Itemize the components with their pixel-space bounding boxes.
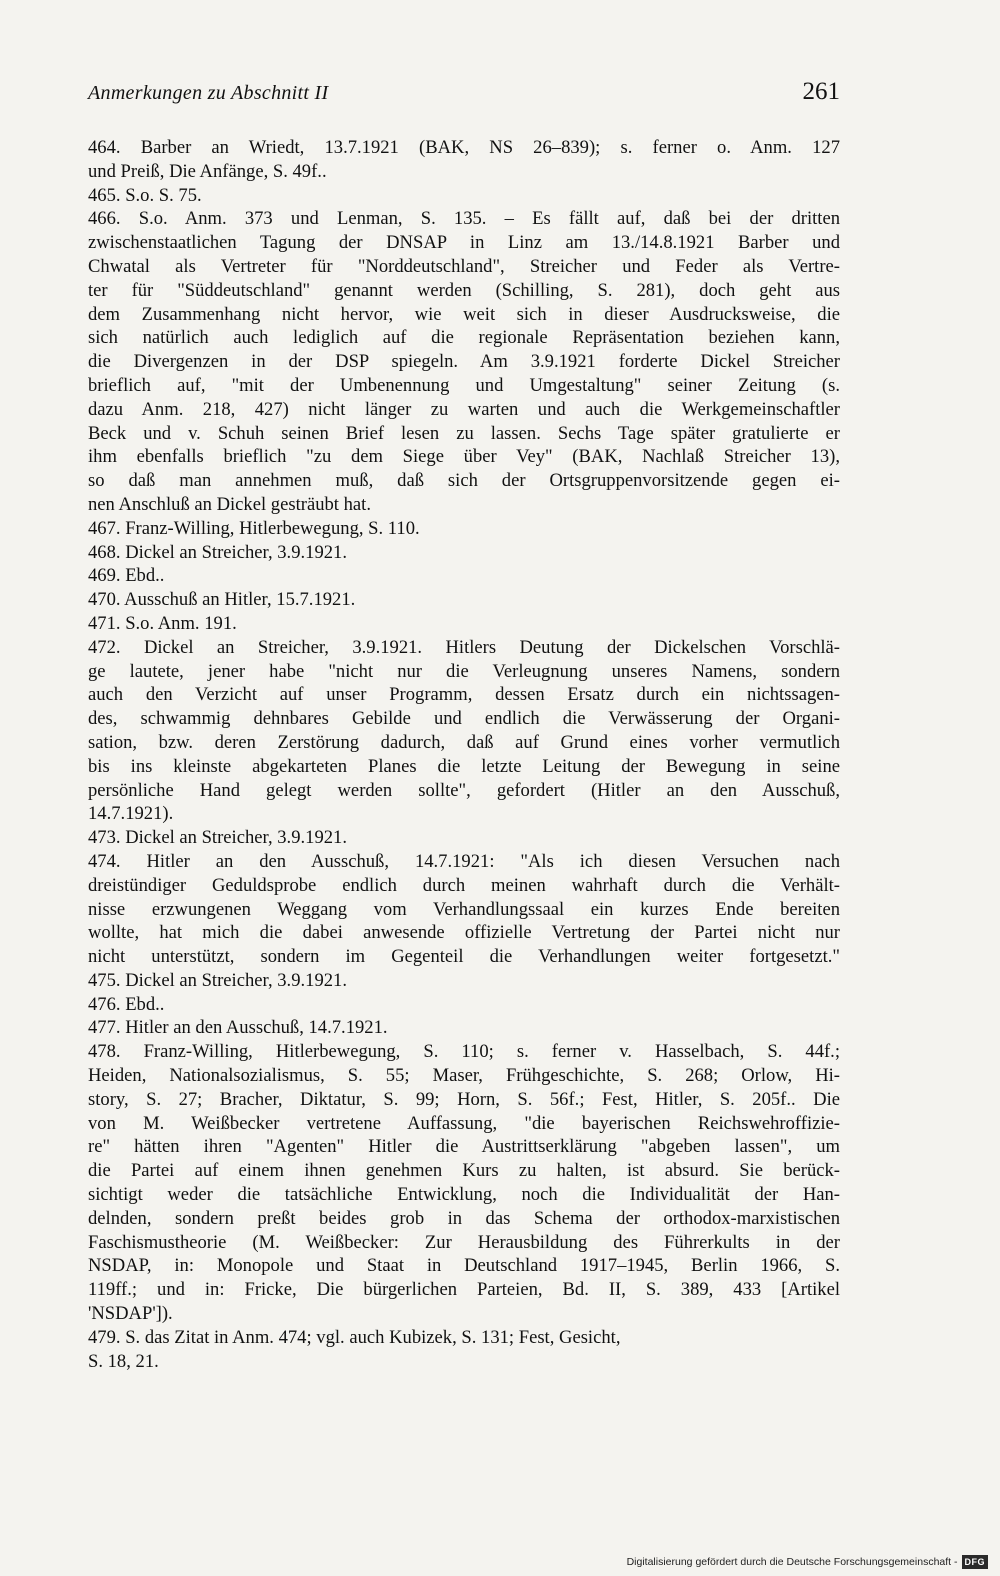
text-line: nisse erzwungenen Weggang vom Verhandlungssaal ein kurzes Ende bereiten bbox=[88, 898, 840, 920]
text-line: 470. Ausschuß an Hitler, 15.7.1921. bbox=[88, 589, 356, 611]
page-number: 261 bbox=[802, 78, 840, 105]
text-line: ter für "Süddeutschland" genannt werden (Schilling, S. 281), doch geht aus bbox=[88, 279, 840, 301]
text-line: delnden, sondern preßt beides grob in das Schema der orthodox-marxistischen bbox=[88, 1207, 840, 1229]
text-line: 476. Ebd.. bbox=[88, 993, 165, 1015]
text-line: von M. Weißbecker vertretene Auffassung, "die bayerischen Reichswehroffizie- bbox=[88, 1112, 840, 1134]
text-line: story, S. 27; Bracher, Diktatur, S. 99; Horn, S. 56f.; Fest, Hitler, S. 205f.. Die bbox=[88, 1088, 840, 1110]
text-line: 464. Barber an Wriedt, 13.7.1921 (BAK, NS 26–839); s. ferner o. Anm. 127 bbox=[88, 137, 840, 158]
text-line: sichtigt weder die tatsächliche Entwicklung, noch die Individualität der Han- bbox=[88, 1184, 840, 1206]
text-line: ge lautete, jener habe "nicht nur die Verleugnung unseres Namens, sondern bbox=[88, 660, 840, 682]
text-line: auch den Verzicht auf unser Programm, dessen Ersatz durch ein nichtssagen- bbox=[88, 684, 840, 706]
text-line: nen Anschluß an Dickel gesträubt hat. bbox=[88, 493, 371, 515]
text-line: 119ff.; und in: Fricke, Die bürgerlichen Parteien, Bd. II, S. 389, 433 [Artikel bbox=[88, 1279, 840, 1301]
text-line: brieflich auf, "mit der Umbenennung und Umgestaltung" seiner Zeitung (s. bbox=[88, 374, 840, 396]
text-line: S. 18, 21. bbox=[88, 1350, 159, 1372]
text-line: persönliche Hand gelegt werden sollte", gefordert (Hitler an den Ausschuß, bbox=[88, 779, 840, 801]
text-line: 468. Dickel an Streicher, 3.9.1921. bbox=[88, 541, 347, 563]
text-line: sich natürlich auch lediglich auf die regionale Repräsentation beziehen kann, bbox=[88, 327, 840, 349]
text-line: 479. S. das Zitat in Anm. 474; vgl. auch Kubizek, S. 131; Fest, Gesicht, bbox=[88, 1326, 621, 1348]
text-line: re" hätten ihren "Agenten" Hitler die Austrittserklärung "abgeben lassen", um bbox=[88, 1136, 840, 1158]
text-line: dazu Anm. 218, 427) nicht länger zu warten und auch die Werkgemeinschaftler bbox=[88, 398, 840, 420]
section-title: Anmerkungen zu Abschnitt II bbox=[88, 82, 329, 104]
text-line: NSDAP, in: Monopole und Staat in Deutschland 1917–1945, Berlin 1966, S. bbox=[88, 1255, 840, 1277]
text-line: Chwatal als Vertreter für "Norddeutschland", Streicher und Feder als Vertre- bbox=[88, 255, 840, 277]
text-line: 471. S.o. Anm. 191. bbox=[88, 612, 237, 634]
credit-text: Digitalisierung gefördert durch die Deutsche Forschungsgemeinschaft - bbox=[626, 1556, 958, 1568]
running-header bbox=[88, 78, 840, 112]
text-line: 'NSDAP']). bbox=[88, 1303, 173, 1325]
text-line: bis ins kleinste abgekarteten Planes die letzte Leitung der Bewegung in seine bbox=[88, 755, 840, 777]
text-line: 14.7.1921). bbox=[88, 803, 174, 825]
text-line: 477. Hitler an den Ausschuß, 14.7.1921. bbox=[88, 1017, 388, 1039]
endnotes-body bbox=[88, 136, 840, 1373]
text-line: des, schwammig dehnbares Gebilde und endlich die Verwässerung der Organi- bbox=[88, 708, 840, 730]
text-line: wollte, hat mich die dabei anwesende offizielle Vertretung der Partei nicht nur bbox=[88, 922, 840, 944]
text-line: ihm ebenfalls brieflich "zu dem Siege über Vey" (BAK, Nachlaß Streicher 13), bbox=[88, 446, 840, 468]
dfg-logo-icon: DFG bbox=[962, 1555, 989, 1569]
text-line: 472. Dickel an Streicher, 3.9.1921. Hitlers Deutung der Dickelschen Vorschlä- bbox=[88, 636, 840, 658]
text-line: dem Zusammenhang nicht hervor, wie weit sich in dieser Ausdrucksweise, die bbox=[88, 303, 840, 325]
text-line: 465. S.o. S. 75. bbox=[88, 184, 202, 206]
text-line: 475. Dickel an Streicher, 3.9.1921. bbox=[88, 969, 347, 991]
text-line: 478. Franz-Willing, Hitlerbewegung, S. 110; s. ferner v. Hasselbach, S. 44f.; bbox=[88, 1041, 840, 1063]
text-line: die Divergenzen in der DSP spiegeln. Am 3.9.1921 forderte Dickel Streicher bbox=[88, 351, 840, 373]
text-line: die Partei auf einem ihnen genehmen Kurs zu halten, ist absurd. Sie berück- bbox=[88, 1160, 840, 1182]
text-line: nicht unterstützt, sondern im Gegenteil die Verhandlungen weiter fortgesetzt." bbox=[88, 946, 840, 968]
text-line: 469. Ebd.. bbox=[88, 565, 165, 587]
text-line: dreistündiger Geduldsprobe endlich durch meinen wahrhaft durch die Verhält- bbox=[88, 874, 840, 896]
text-line: 473. Dickel an Streicher, 3.9.1921. bbox=[88, 827, 347, 849]
text-line: sation, bzw. deren Zerstörung dadurch, daß auf Grund eines vorher vermutlich bbox=[88, 731, 840, 753]
text-line: Beck und v. Schuh seinen Brief lesen zu lassen. Sechs Tage später gratulierte er bbox=[88, 422, 840, 444]
text-line: so daß man annehmen muß, daß sich der Ortsgruppenvorsitzende gegen ei- bbox=[88, 470, 840, 492]
text-line: Heiden, Nationalsozialismus, S. 55; Maser, Frühgeschichte, S. 268; Orlow, Hi- bbox=[88, 1065, 840, 1087]
text-line: Faschismustheorie (M. Weißbecker: Zur Herausbildung des Führerkults in der bbox=[88, 1231, 840, 1253]
digitization-credit bbox=[627, 1552, 988, 1572]
text-line: 466. S.o. Anm. 373 und Lenman, S. 135. – Es fällt auf, daß bei der dritten bbox=[88, 208, 840, 230]
text-line: 467. Franz-Willing, Hitlerbewegung, S. 110. bbox=[88, 517, 420, 539]
text-line: zwischenstaatlichen Tagung der DNSAP in Linz am 13./14.8.1921 Barber und bbox=[88, 232, 840, 254]
text-line: 474. Hitler an den Ausschuß, 14.7.1921: "Als ich diesen Versuchen nach bbox=[88, 850, 840, 872]
text-line: und Preiß, Die Anfänge, S. 49f.. bbox=[88, 160, 327, 182]
